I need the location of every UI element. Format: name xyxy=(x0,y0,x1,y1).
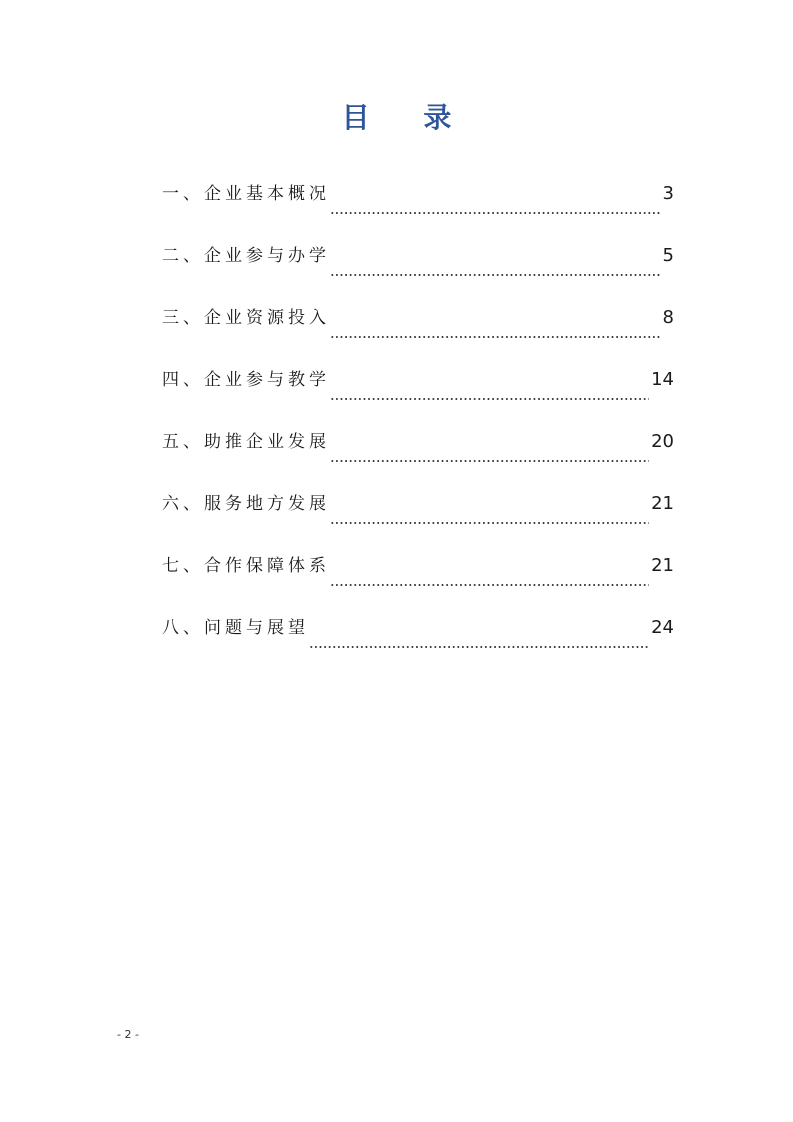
toc-entry[interactable] xyxy=(162,178,674,240)
toc-entry-page: 20 xyxy=(651,431,674,452)
toc-entry[interactable] xyxy=(162,302,674,364)
toc-entry-page: 14 xyxy=(651,369,674,390)
toc-entry-label: 三、企业资源投入 xyxy=(162,308,330,328)
table-of-contents xyxy=(162,178,674,674)
toc-entry-page: 5 xyxy=(662,245,674,266)
toc-dot-leader xyxy=(330,584,649,586)
toc-entry[interactable] xyxy=(162,364,674,426)
toc-entry[interactable] xyxy=(162,550,674,612)
toc-entry[interactable] xyxy=(162,426,674,488)
toc-entry[interactable] xyxy=(162,240,674,302)
toc-entry-label: 二、企业参与办学 xyxy=(162,246,330,266)
toc-entry-label: 一、企业基本概况 xyxy=(162,184,330,204)
toc-entry-label: 六、服务地方发展 xyxy=(162,494,330,514)
toc-entry-page: 8 xyxy=(662,307,674,328)
toc-entry-page: 24 xyxy=(651,617,674,638)
toc-dot-leader xyxy=(330,460,649,462)
toc-entry-label: 七、合作保障体系 xyxy=(162,556,330,576)
toc-dot-leader xyxy=(309,646,649,648)
toc-entry-page: 3 xyxy=(662,183,674,204)
toc-dot-leader xyxy=(330,398,649,400)
toc-entry-label: 四、企业参与教学 xyxy=(162,370,330,390)
toc-entry-label: 八、问题与展望 xyxy=(162,618,309,638)
toc-entry-page: 21 xyxy=(651,555,674,576)
toc-entry[interactable] xyxy=(162,488,674,550)
toc-dot-leader xyxy=(330,522,649,524)
toc-dot-leader xyxy=(330,336,661,338)
toc-entry-label: 五、助推企业发展 xyxy=(162,432,330,452)
toc-entry[interactable] xyxy=(162,612,674,674)
toc-entry-page: 21 xyxy=(651,493,674,514)
page-number: - 2 - xyxy=(117,1028,139,1041)
toc-dot-leader xyxy=(330,212,661,214)
toc-title: 目 录 xyxy=(341,101,474,134)
toc-dot-leader xyxy=(330,274,661,276)
